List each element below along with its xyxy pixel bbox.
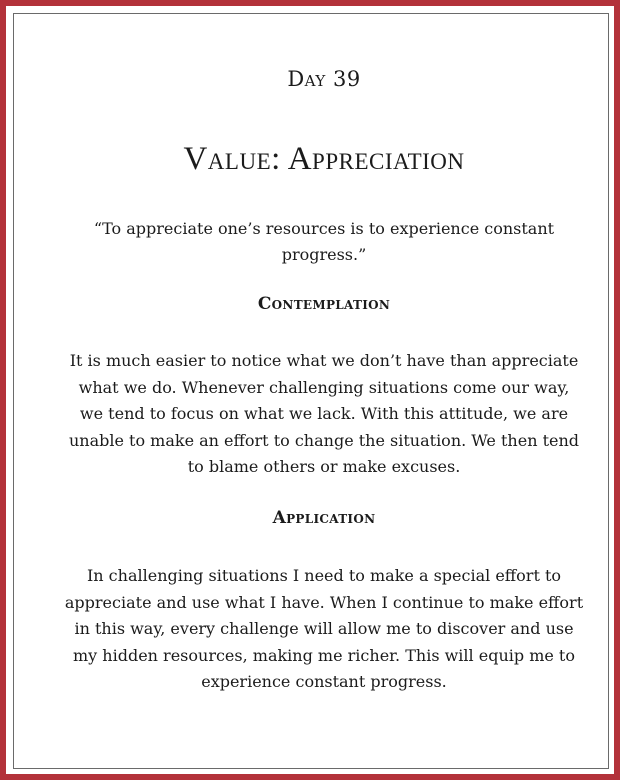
paragraph-line: In challenging situations I need to make a special effort to <box>86 566 562 585</box>
application-paragraph <box>44 563 604 696</box>
page-title: Value: Appreciation <box>183 141 465 177</box>
contemplation-heading: Contemplation <box>257 294 391 314</box>
page-inner-border <box>13 13 609 769</box>
quote-line: “To appreciate one’s resources is to experience constant <box>93 219 555 238</box>
day-label: Day 39 <box>287 67 361 91</box>
quote-line: progress.” <box>281 245 367 264</box>
paragraph-line: experience constant progress. <box>201 672 447 691</box>
paragraph-line: unable to make an effort to change the situation. We then tend <box>68 430 580 450</box>
paragraph-line: to blame others or make excuses. <box>187 457 461 476</box>
paragraph-line: in this way, every challenge will allow me to discover and use <box>74 619 574 638</box>
book-page <box>44 14 604 768</box>
paragraph-line: my hidden resources, making me richer. This will equip me to <box>72 645 575 665</box>
contemplation-paragraph <box>44 348 604 481</box>
paragraph-line: what we do. Whenever challenging situations come our way, <box>78 377 570 397</box>
paragraph-line: appreciate and use what I have. When I continue to make effort <box>64 592 584 612</box>
application-heading: Application <box>272 508 376 528</box>
paragraph-line: It is much easier to notice what we don’t have than appreciate <box>69 351 579 370</box>
quote <box>64 216 584 268</box>
paragraph-line: we tend to focus on what we lack. With this attitude, we are <box>79 404 569 423</box>
